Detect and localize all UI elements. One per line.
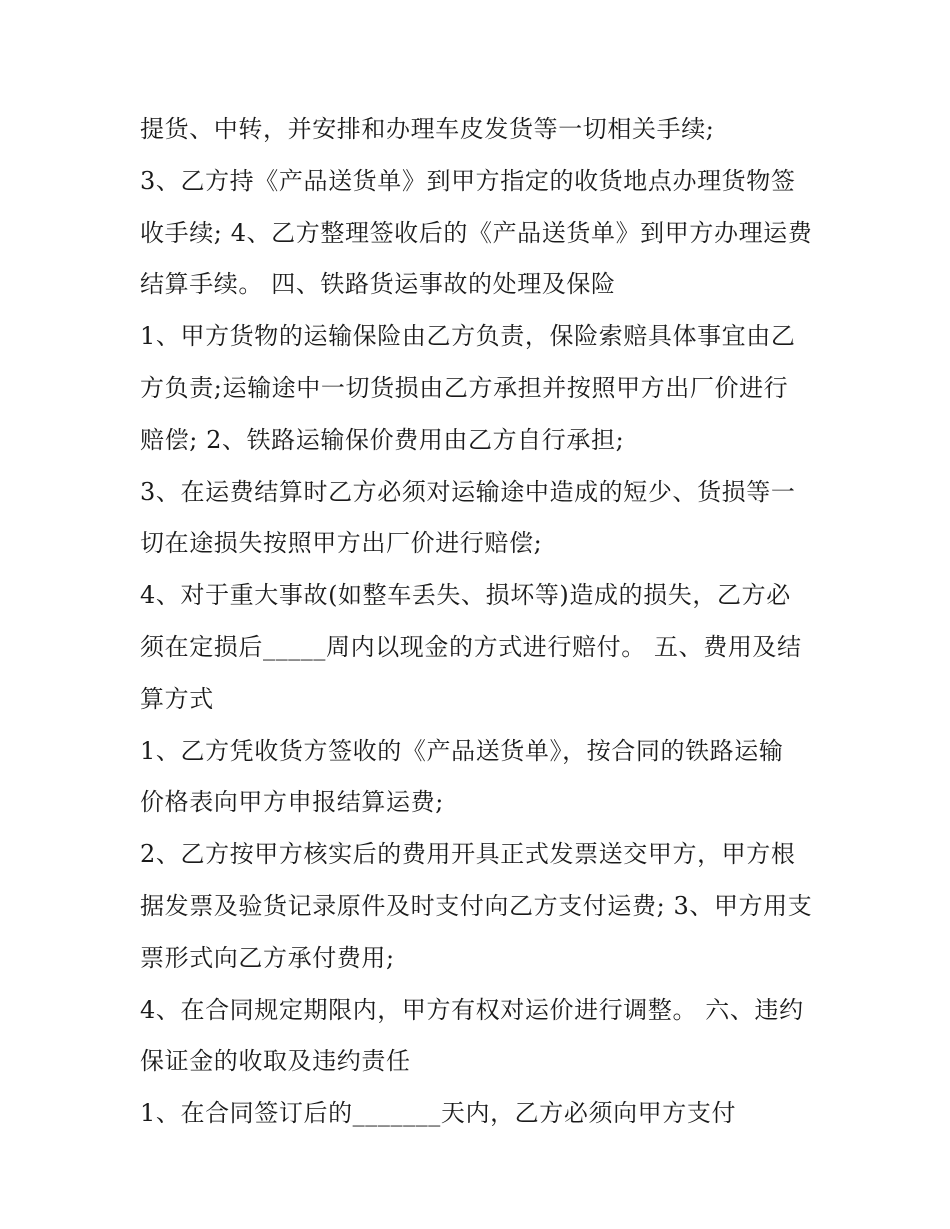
text-line: 保证金的收取及违约责任 — [140, 1047, 411, 1076]
text-line: 方负责;运输途中一切货损由乙方承担并按照甲方出厂价进行 — [140, 373, 789, 402]
text-line: 2、乙方按甲方核实后的费用开具正式发票送交甲方，甲方根 — [140, 840, 796, 869]
text-line: 算方式 — [140, 684, 214, 713]
text-line: 赔偿; 2、铁路运输保价费用由乙方自行承担; — [140, 425, 625, 454]
text-line: 1、甲方货物的运输保险由乙方负责，保险索赔具体事宜由乙 — [140, 322, 796, 351]
text-line: 1、在合同签订后的_______天内，乙方必须向甲方支付 — [140, 1099, 737, 1128]
document-body — [140, 104, 840, 1140]
text-line: 3、在运费结算时乙方必须对运输途中造成的短少、货损等一 — [140, 477, 796, 506]
section-heading-line: 4、在合同规定期限内，甲方有权对运价进行调整。 六、违约 — [140, 995, 804, 1024]
text-line: 4、对于重大事故(如整车丢失、损坏等)造成的损失，乙方必 — [140, 581, 791, 610]
text-line: 3、乙方持《产品送货单》到甲方指定的收货地点办理货物签 — [140, 166, 796, 195]
text-line: 提货、中转，并安排和办理车皮发货等一切相关手续; — [140, 115, 715, 143]
text-line: 票形式向乙方承付费用; — [140, 943, 395, 972]
section-heading-line: 结算手续。 四、铁路货运事故的处理及保险 — [140, 270, 616, 299]
text-line: 切在途损失按照甲方出厂价进行赔偿; — [140, 529, 543, 558]
text-line: 据发票及验货记录原件及时支付向乙方支付运费; 3、甲方用支 — [140, 891, 813, 920]
section-heading-line: 须在定损后_____周内以现金的方式进行赔付。 五、费用及结 — [140, 632, 802, 661]
text-line: 价格表向甲方申报结算运费; — [140, 788, 444, 817]
text-line: 1、乙方凭收货方签收的《产品送货单》，按合同的铁路运输 — [140, 736, 784, 765]
text-line: 收手续; 4、乙方整理签收后的《产品送货单》到甲方办理运费 — [140, 218, 813, 247]
